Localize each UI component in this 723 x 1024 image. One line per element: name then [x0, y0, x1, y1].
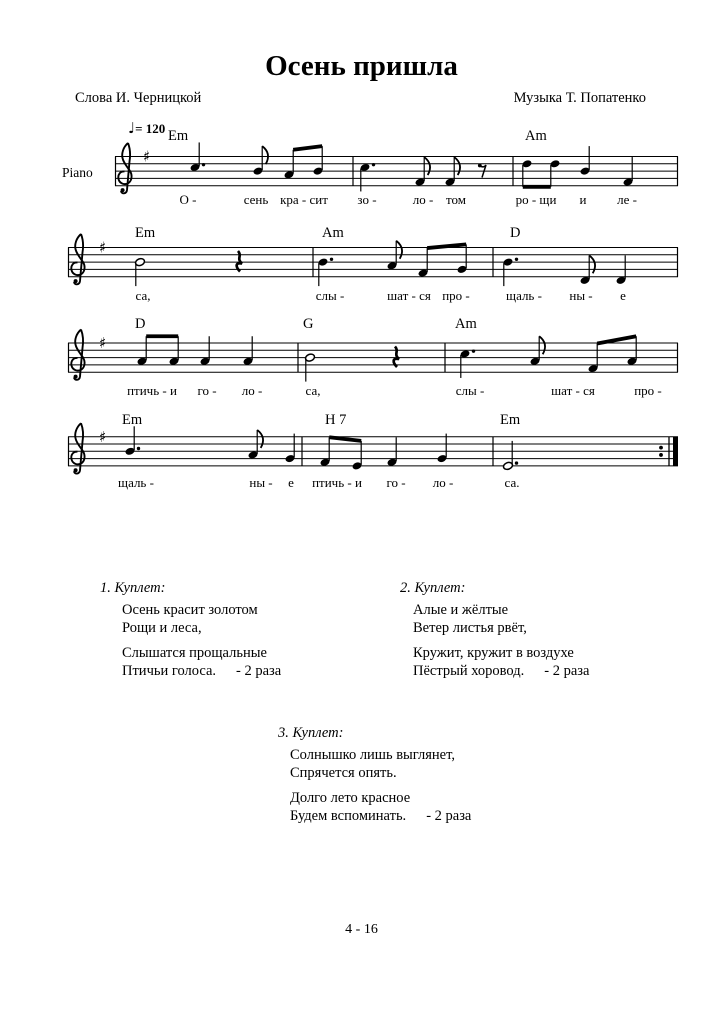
verse-lines: [122, 601, 281, 681]
lyric-syllable: птичь - и: [127, 383, 177, 398]
verse-line: Солнышко лишь выглянет,: [290, 746, 455, 763]
chord-label: H 7: [325, 412, 347, 428]
lyric-syllable: ло -: [412, 192, 434, 207]
key-signature-sharp: ♯: [143, 147, 151, 166]
eighth-flag: [589, 255, 595, 273]
chord-label: Em: [135, 225, 156, 241]
repeat-marker: - 2 раза: [544, 663, 590, 679]
lyric-syllable: птичь - и: [312, 475, 362, 490]
verse-line: Кружит, кружит в воздухе: [413, 644, 574, 661]
chord-label: Em: [122, 412, 143, 428]
eighth-flag: [262, 146, 268, 164]
tempo-marking: [128, 119, 165, 137]
verse-heading: 2. Куплет:: [400, 580, 466, 596]
chord-label: Am: [525, 128, 547, 144]
lyric-syllable: са,: [135, 288, 151, 303]
verse-line: Алые и жёлтые: [413, 601, 509, 618]
lyric-syllable: кра - сит: [280, 192, 328, 207]
key-signature-sharp: ♯: [99, 334, 107, 353]
verse-line: Осень красит золотом: [122, 601, 258, 618]
verse-line: Слышатся прощальные: [122, 644, 267, 661]
lyric-syllable: е: [620, 288, 626, 303]
chord-label: Em: [168, 128, 189, 144]
lyric-syllable: ро - щи: [515, 192, 557, 207]
verse-block: [278, 724, 471, 826]
lyric-syllable: зо -: [357, 192, 377, 207]
chord-label: Am: [455, 316, 477, 332]
chord-label: Am: [322, 225, 344, 241]
treble-clef-icon: [121, 188, 125, 192]
beam: [293, 146, 322, 150]
treble-clef-icon: [74, 468, 78, 472]
verse-block: [400, 579, 589, 681]
lyric-syllable: са,: [305, 383, 321, 398]
lyric-syllable: шат - ся: [387, 288, 431, 303]
verse-line: Долго лето красное: [290, 789, 411, 806]
eighth-flag: [539, 336, 545, 354]
song-title: Осень пришла: [265, 50, 458, 82]
eighth-flag: [257, 430, 263, 448]
lyric-syllable: слы -: [315, 288, 345, 303]
verse-block: [100, 579, 281, 681]
repeat-marker: - 2 раза: [426, 808, 472, 824]
beam: [597, 336, 636, 343]
lyric-syllable: том: [446, 192, 466, 207]
lyric-syllable: щаль -: [506, 288, 542, 303]
page-number: 4 - 16: [345, 922, 378, 937]
verse-heading: 1. Куплет:: [100, 580, 166, 596]
lyric-syllable: слы -: [455, 383, 485, 398]
lyric-syllable: го -: [386, 475, 406, 490]
lyric-syllable: щаль -: [118, 475, 154, 490]
repeat-dot: [659, 446, 663, 450]
repeat-dot: [659, 453, 663, 457]
quarter-note-icon: ♩: [128, 119, 136, 137]
lyric-syllable: ло -: [432, 475, 454, 490]
lyric-syllable: ле -: [617, 192, 637, 207]
beam: [329, 437, 361, 441]
eighth-flag: [454, 157, 460, 175]
verse-heading: 3. Куплет:: [278, 725, 344, 741]
instrument-label: Piano: [62, 165, 93, 180]
eighth-flag: [424, 157, 430, 175]
quarter-rest-icon: [237, 251, 242, 272]
verse-line: Птичьи голоса. - 2 раза: [122, 663, 282, 679]
verse-line: Пёстрый хоровод. - 2 раза: [413, 663, 590, 679]
end-barline-thick: [673, 437, 678, 466]
chord-label: D: [510, 225, 521, 241]
treble-clef-icon: [74, 375, 78, 379]
music-credit: Музыка Т. Попатенко: [513, 90, 646, 106]
augmentation-dot: [137, 447, 140, 450]
key-signature-sharp: ♯: [99, 427, 107, 446]
lyric-syllable: сень: [243, 192, 269, 207]
lyric-syllable: О -: [179, 192, 197, 207]
tempo-value: = 120: [135, 121, 166, 136]
lyric-syllable: са.: [504, 475, 520, 490]
augmentation-dot: [372, 163, 375, 166]
verse-lines: [290, 746, 471, 826]
quarter-rest-icon: [394, 347, 399, 368]
lyric-syllable: ло -: [241, 383, 263, 398]
verse-line: Будем вспоминать. - 2 раза: [290, 808, 472, 824]
lyric-syllable: ны -: [569, 288, 593, 303]
lyric-syllable: го -: [197, 383, 217, 398]
augmentation-dot: [202, 163, 205, 166]
lyrics-credit: Слова И. Черницкой: [75, 90, 202, 106]
lyric-syllable: е: [288, 475, 294, 490]
verse-line: Спрячется опять.: [290, 765, 397, 781]
lyric-syllable: ны -: [249, 475, 273, 490]
chord-label: G: [303, 316, 314, 332]
augmentation-dot: [330, 258, 333, 261]
repeat-marker: - 2 раза: [236, 663, 282, 679]
verse-lines: [413, 601, 589, 681]
lyric-syllable: про -: [442, 288, 470, 303]
augmentation-dot: [515, 461, 518, 464]
lyric-syllable: про -: [634, 383, 662, 398]
chord-label: D: [135, 316, 146, 332]
lyric-syllable: шат - ся: [551, 383, 595, 398]
eighth-flag: [396, 241, 402, 259]
chord-label: Em: [500, 412, 521, 428]
treble-clef-icon: [74, 279, 78, 283]
verse-line: Ветер листья рвёт,: [413, 620, 527, 636]
verse-line: Рощи и леса,: [122, 620, 202, 636]
augmentation-dot: [515, 258, 518, 261]
key-signature-sharp: ♯: [99, 238, 107, 257]
augmentation-dot: [472, 349, 475, 352]
lyric-syllable: и: [579, 192, 587, 207]
